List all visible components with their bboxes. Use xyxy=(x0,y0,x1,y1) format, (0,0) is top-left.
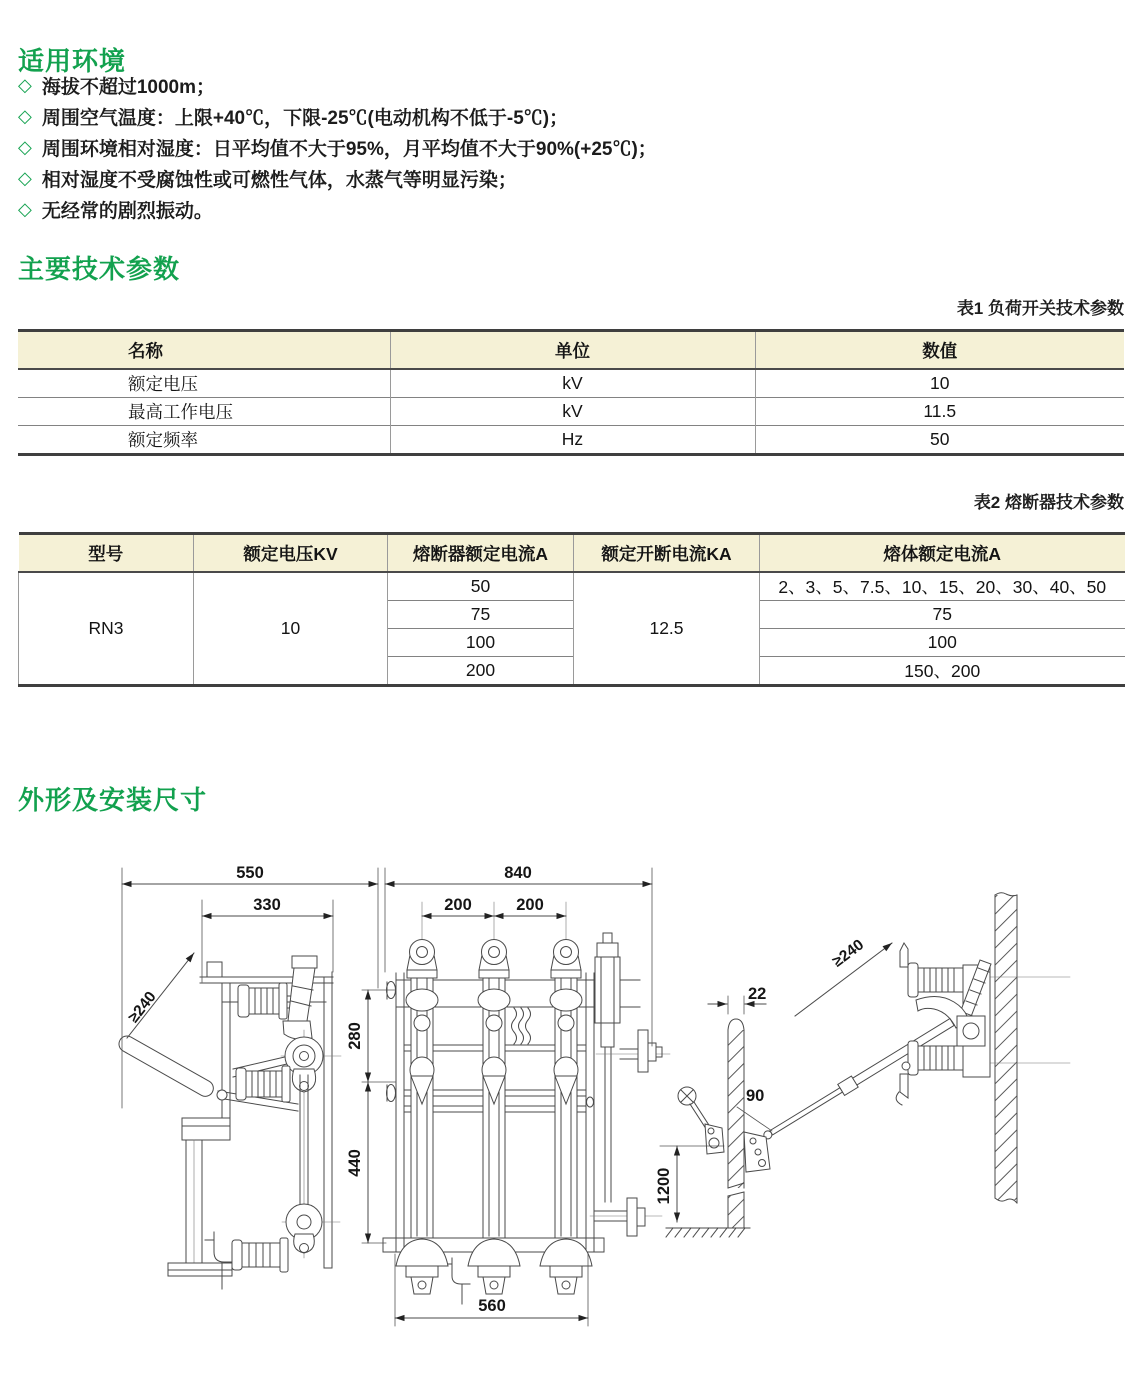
cell-rated-voltage: 10 xyxy=(194,572,388,686)
env-condition-text: 周围空气温度：上限+40℃，下限-25℃(电动机构不低于-5℃)； xyxy=(41,108,569,129)
dim-1200-label: 1200 xyxy=(655,1167,673,1205)
cell-fuse-current: 100 xyxy=(388,629,574,657)
cell-melt-current: 2、3、5、7.5、10、15、20、30、40、50 xyxy=(760,572,1125,601)
dim-330-label: 330 xyxy=(253,896,281,914)
diamond-bullet-icon: ◇ xyxy=(18,137,32,157)
cell-value: 11.5 xyxy=(755,398,1124,426)
dim-240-left-label: ≥240 xyxy=(125,988,160,1027)
diamond-bullet-icon: ◇ xyxy=(18,168,32,188)
col-header-value: 数值 xyxy=(755,331,1124,370)
cell-fuse-current: 200 xyxy=(388,657,574,686)
env-condition-text: 相对湿度不受腐蚀性或可燃性气体，水蒸气等明显污染； xyxy=(41,170,517,191)
cell-value: 10 xyxy=(755,369,1124,398)
front-view-drawing xyxy=(346,864,670,1326)
env-condition-item xyxy=(18,70,657,101)
table-header-row xyxy=(18,331,1124,370)
table-row xyxy=(18,398,1124,426)
env-condition-item xyxy=(18,101,657,132)
table1-caption: 表1 负荷开关技术参数 xyxy=(956,299,1124,318)
dim-200a-label: 200 xyxy=(444,896,472,914)
cell-melt-current: 75 xyxy=(760,601,1125,629)
col-header-name: 名称 xyxy=(18,331,390,370)
cell-unit: kV xyxy=(390,398,755,426)
col-header-model: 型号 xyxy=(19,534,194,573)
fuse-pole xyxy=(540,902,592,1294)
fuse-params-table xyxy=(18,532,1125,687)
cell-unit: kV xyxy=(390,369,755,398)
fuse-pole xyxy=(468,902,520,1294)
env-condition-item xyxy=(18,132,657,163)
load-switch-params-table xyxy=(18,329,1124,456)
dim-550-label: 550 xyxy=(236,864,264,882)
env-section-title: 适用环境 xyxy=(18,46,127,77)
env-condition-text: 无经常的剧烈振动。 xyxy=(41,201,213,222)
col-header-unit: 单位 xyxy=(390,331,755,370)
cell-melt-current: 100 xyxy=(760,629,1125,657)
dim-560-label: 560 xyxy=(478,1297,506,1315)
table-header-row xyxy=(19,534,1125,573)
env-condition-item xyxy=(18,163,657,194)
diamond-bullet-icon: ◇ xyxy=(18,75,32,95)
cell-unit: Hz xyxy=(390,426,755,455)
env-condition-item xyxy=(18,194,657,225)
params-section-title: 主要技术参数 xyxy=(18,254,181,285)
cell-model: RN3 xyxy=(19,572,194,686)
dim-280-label: 280 xyxy=(346,1022,364,1050)
dim-90-label: 90 xyxy=(746,1087,765,1105)
table-row xyxy=(18,426,1124,455)
table-row xyxy=(19,572,1125,601)
diamond-bullet-icon: ◇ xyxy=(18,106,32,126)
outline-dimension-drawing xyxy=(112,855,1092,1345)
table-row xyxy=(18,369,1124,398)
cell-name: 最高工作电压 xyxy=(18,398,390,426)
env-condition-text: 周围环境相对湿度：日平均值不大于95%，月平均值不大于90%(+25℃)； xyxy=(41,139,657,160)
dim-240-right-label: ≥240 xyxy=(829,936,868,971)
cell-fuse-current: 50 xyxy=(388,572,574,601)
cell-breaking-current: 12.5 xyxy=(574,572,760,686)
outline-section-title: 外形及安装尺寸 xyxy=(18,785,208,816)
col-header-breaking-current: 额定开断电流KA xyxy=(574,534,760,573)
cell-fuse-current: 75 xyxy=(388,601,574,629)
dim-22-label: 22 xyxy=(748,985,767,1003)
diamond-bullet-icon: ◇ xyxy=(18,199,32,219)
dim-440-label: 440 xyxy=(346,1149,364,1177)
cell-melt-current: 150、200 xyxy=(760,657,1125,686)
cell-name: 额定电压 xyxy=(18,369,390,398)
col-header-fuse-current: 熔断器额定电流A xyxy=(388,534,574,573)
dim-840-label: 840 xyxy=(504,864,532,882)
side-view-drawing xyxy=(116,864,378,1289)
table2-caption: 表2 熔断器技术参数 xyxy=(973,493,1124,512)
col-header-melt-current: 熔体额定电流A xyxy=(760,534,1125,573)
cell-value: 50 xyxy=(755,426,1124,455)
col-header-rated-voltage: 额定电压KV xyxy=(194,534,388,573)
wall-mount-view-drawing xyxy=(655,893,1070,1237)
dim-200b-label: 200 xyxy=(516,896,544,914)
env-condition-list xyxy=(18,70,657,225)
cell-name: 额定频率 xyxy=(18,426,390,455)
env-condition-text: 海拔不超过1000m； xyxy=(41,77,216,98)
